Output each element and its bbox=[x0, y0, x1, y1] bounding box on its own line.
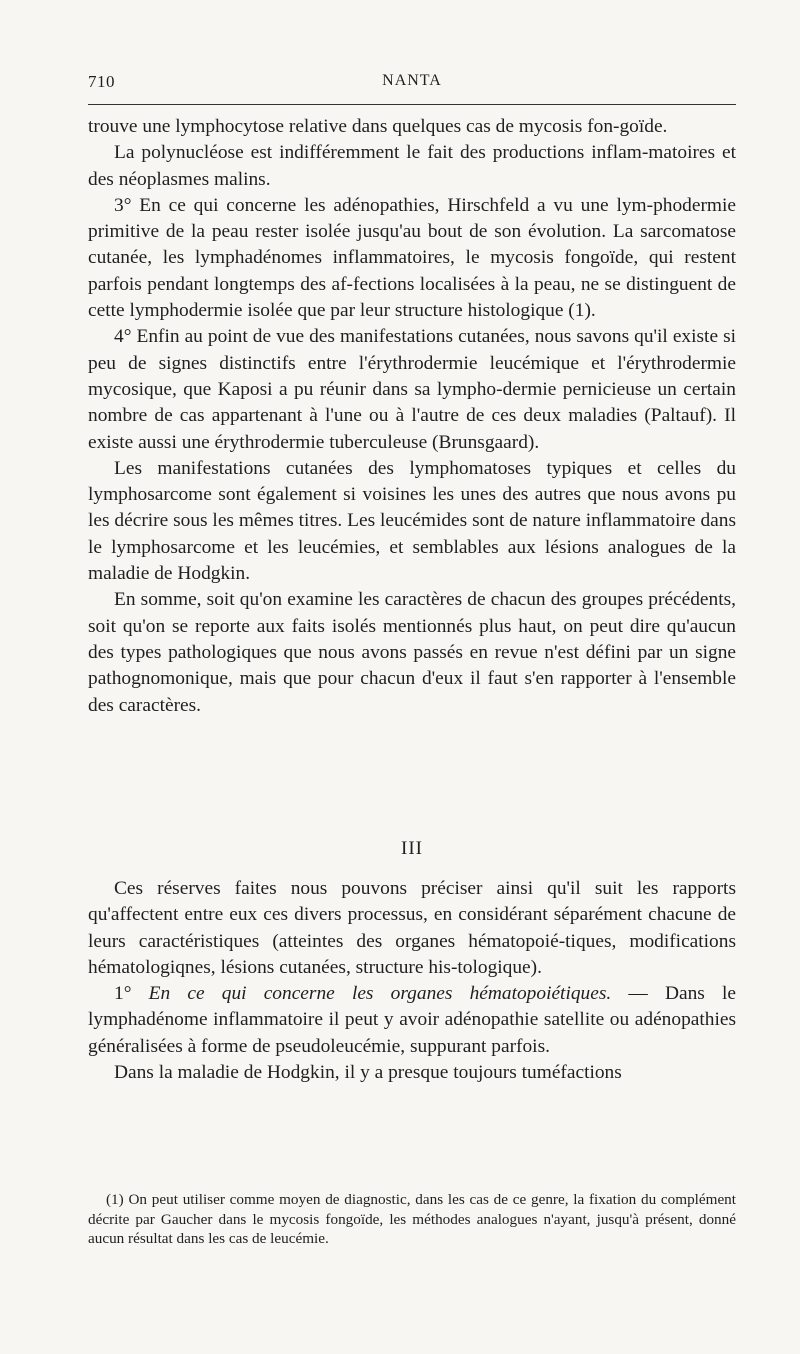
main-text bbox=[88, 114, 736, 719]
footnote: (1) On peut utiliser comme moyen de diagnostic, dans les cas de ce genre, la fixation du complément décrite par Gaucher dans le mycosis fongoïde, les méthodes analogues n'ayant, jusqu'à présent, donné aucun résultat dans les cas de leucémie. bbox=[88, 1191, 736, 1247]
paragraph: 3° En ce qui concerne les adénopathies, Hirschfeld a vu une lym-phodermie primitive de la peau rester isolée jusqu'au bout de son évolution. La sarcomatose cutanée, les lymphadénomes inflammatoires, le mycosis fongoïde, qui restent parfois pendant longtemps des af-fections localisées à la peau, ne se distinguent de cette lymphodermie isolée que par leur structure histologique (1). bbox=[88, 194, 736, 322]
italic-subheading: En ce qui concerne les organes hématopoiétiques. bbox=[148, 983, 612, 1005]
paragraph: trouve une lymphocytose relative dans quelques cas de mycosis fon-goïde. bbox=[88, 116, 668, 137]
header-rule bbox=[88, 104, 736, 105]
page-number: 710 bbox=[88, 72, 115, 91]
paragraph: Ces réserves faites nous pouvons préciser ainsi qu'il suit les rapports qu'affectent entre eux ces divers processus, en considérant séparément chacune de leurs caractéristiques (atteintes des organes hématopoié-tiques, modifications hématologiqnes, lésions cutanées, structure his-tologique). bbox=[88, 878, 736, 978]
section-text bbox=[88, 876, 736, 1086]
paragraph: 4° Enfin au point de vue des manifestations cutanées, nous savons qu'il existe si peu de signes distinctifs entre l'érythrodermie leucémique et l'érythrodermie mycosique, que Kaposi a pu réunir dans sa lympho-dermie pernicieuse un certain nombre de cas appartenant à l'une ou à l'autre de ces deux maladies (Paltauf). Il existe aussi une érythrodermie tuberculeuse (Brunsgaard). bbox=[88, 326, 736, 453]
list-number: 1° bbox=[114, 983, 149, 1005]
paragraph-text: — Dans le lymphadénome inflammatoire il peut y avoir adénopathie satellite ou adénopathies généralisées à forme de pseudoleucémie, suppurant parfois. bbox=[88, 983, 737, 1057]
paragraph: Dans la maladie de Hodgkin, il y a presque toujours tuméfactions bbox=[114, 1062, 622, 1084]
footnotes bbox=[88, 1190, 736, 1249]
running-head bbox=[88, 72, 736, 96]
paragraph: La polynucléose est indifféremment le fait des productions inflam-matoires et des néoplasmes malins. bbox=[88, 142, 736, 190]
section-heading: III bbox=[401, 838, 423, 859]
paragraph: En somme, soit qu'on examine les caractères de chacun des groupes précédents, soit qu'on se reporte aux faits isolés mentionnés plus haut, on peut dire qu'aucun des types pathologiques que nous avons passés en revue n'est défini par un signe pathognomonique, mais que pour chacun d'eux il faut s'en rapporter à l'ensemble des caractères. bbox=[88, 589, 736, 716]
paragraph bbox=[88, 981, 736, 1060]
running-title: NANTA bbox=[382, 72, 442, 89]
paragraph: Les manifestations cutanées des lymphomatoses typiques et celles du lymphosarcome sont également si voisines les unes des autres que nous avons pu les décrire sous les mêmes titres. Les leucémides sont de nature inflammatoire dans le lymphosarcome et les leucémies, et semblables aux lésions analogues de la maladie de Hodgkin. bbox=[88, 457, 736, 585]
